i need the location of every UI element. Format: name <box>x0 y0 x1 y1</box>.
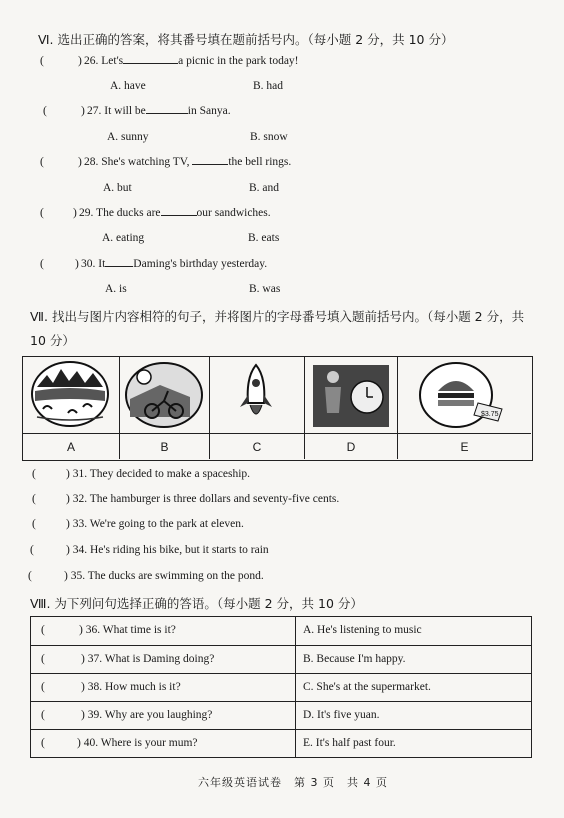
question-text: 38. How much is it? <box>87 681 181 693</box>
section-7-heading-cont: 10 分） <box>30 333 75 348</box>
question-text: 39. Why are you laughing? <box>87 709 213 721</box>
fill-blank <box>146 113 188 114</box>
answer-paren: ( <box>41 737 45 749</box>
answer-a: A. He's listening to music <box>303 624 422 636</box>
question-text: a picnic in the park today! <box>178 55 299 67</box>
question-39: ) 39. Why are you laughing? <box>81 709 213 721</box>
section-8-heading: Ⅷ. 为下列问句选择正确的答语。（每小题 2 分，共 10 分） <box>30 596 363 611</box>
question-38: ) 38. How much is it? <box>81 681 181 693</box>
picture-e <box>398 357 531 433</box>
option-b: B. was <box>249 283 281 295</box>
question-27 <box>87 105 231 117</box>
question-text: 28. She's watching TV, <box>84 156 190 168</box>
sentence-text: 32. The hamburger is three dollars and seventy-five cents. <box>72 493 340 505</box>
table-row <box>31 617 531 645</box>
answer-paren: ( <box>41 709 45 721</box>
section-6-heading: Ⅵ. 选出正确的答案，将其番号填在题前括号内。（每小题 2 分，共 10 分） <box>38 32 454 47</box>
picture-table <box>22 356 533 461</box>
picture-c <box>210 357 305 433</box>
answer-paren-open: ( <box>40 156 44 168</box>
picture-label-b: B <box>120 433 210 459</box>
qa-table <box>30 616 532 758</box>
question-37: ) 37. What is Daming doing? <box>81 653 215 665</box>
question-text: 30. It <box>81 258 106 270</box>
option-b: B. eats <box>248 232 280 244</box>
park-clock-image <box>305 357 396 431</box>
answer-d: D. It's five yuan. <box>303 709 380 721</box>
answer-paren: ( <box>41 624 45 636</box>
picture-label-a: A <box>23 433 120 459</box>
answer-b: B. Because I'm happy. <box>303 653 406 665</box>
question-text: the bell rings. <box>228 156 292 168</box>
question-text: 27. It will be <box>87 105 146 117</box>
answer-paren-close: ) <box>75 258 79 270</box>
answer-paren-open: ( <box>43 105 47 117</box>
fill-blank <box>105 266 133 267</box>
table-row <box>31 645 531 673</box>
option-b: B. snow <box>250 131 288 143</box>
hamburger-image <box>398 357 529 431</box>
fill-blank <box>192 164 228 165</box>
question-29 <box>79 207 271 219</box>
question-text: 26. Let's <box>84 55 124 67</box>
answer-paren-open: ( <box>40 258 44 270</box>
ducks-pond-image <box>23 357 118 431</box>
question-text: in Sanya. <box>187 105 231 117</box>
page-footer: 六年级英语试卷 第 3 页 共 4 页 <box>198 776 388 789</box>
question-text: Daming's birthday yesterday. <box>133 258 268 270</box>
picture-a <box>23 357 120 433</box>
picture-b <box>120 357 210 433</box>
fill-blank <box>123 63 178 64</box>
fill-blank <box>161 215 197 216</box>
option-a: A. have <box>110 80 146 92</box>
option-a: A. sunny <box>107 131 149 143</box>
table-row <box>31 729 531 757</box>
sentence-text: 34. He's riding his bike, but it starts to rain <box>72 544 269 556</box>
question-36: ) 36. What time is it? <box>79 624 176 636</box>
picture-d <box>305 357 398 433</box>
answer-e: E. It's half past four. <box>303 737 396 749</box>
option-a: A. eating <box>102 232 145 244</box>
table-row <box>31 673 531 701</box>
question-40: ) 40. Where is your mum? <box>77 737 198 749</box>
sentence-text: 33. We're going to the park at eleven. <box>72 518 244 530</box>
sentence-text: 35. The ducks are swimming on the pond. <box>70 570 264 582</box>
answer-paren-open: ( <box>40 55 44 67</box>
question-text: 40. Where is your mum? <box>83 737 198 749</box>
question-text: 37. What is Daming doing? <box>87 653 215 665</box>
sentence-31: ) 31. They decided to make a spaceship. <box>66 468 251 480</box>
question-26 <box>84 55 299 67</box>
answer-paren: ( <box>32 493 36 505</box>
answer-paren: ( <box>32 468 36 480</box>
answer-paren-close: ) <box>81 105 85 117</box>
answer-paren-close: ) <box>73 207 77 219</box>
option-a: A. is <box>105 283 127 295</box>
question-text: 36. What time is it? <box>85 624 176 636</box>
answer-c: C. She's at the supermarket. <box>303 681 431 693</box>
question-text: our sandwiches. <box>196 207 271 219</box>
price-tag: $3.75 <box>481 411 499 418</box>
table-row <box>31 701 531 729</box>
answer-paren: ( <box>32 518 36 530</box>
section-7-heading: Ⅶ. 找出与图片内容相符的句子，并将图片的字母番号填入题前括号内。（每小题 2 分，共 <box>30 309 525 324</box>
picture-label-d: D <box>305 433 398 459</box>
question-30 <box>81 258 267 270</box>
question-text: 29. The ducks are <box>79 207 161 219</box>
answer-paren: ( <box>30 544 34 556</box>
answer-paren: ( <box>28 570 32 582</box>
spaceship-image <box>210 357 303 431</box>
answer-paren: ( <box>41 681 45 693</box>
picture-label-c: C <box>210 433 305 459</box>
bike-rain-image <box>120 357 208 431</box>
answer-paren-close: ) <box>78 55 82 67</box>
sentence-text: 31. They decided to make a spaceship. <box>72 468 251 480</box>
answer-paren-close: ) <box>78 156 82 168</box>
sentence-32: ) 32. The hamburger is three dollars and seventy-five cents. <box>66 493 340 505</box>
answer-paren-open: ( <box>40 207 44 219</box>
sentence-33: ) 33. We're going to the park at eleven. <box>66 518 244 530</box>
picture-label-e: E <box>398 433 531 459</box>
option-a: A. but <box>103 182 132 194</box>
sentence-35: ) 35. The ducks are swimming on the pond. <box>64 570 264 582</box>
sentence-34: ) 34. He's riding his bike, but it starts to rain <box>66 544 269 556</box>
option-b: B. and <box>249 182 280 194</box>
answer-paren: ( <box>41 653 45 665</box>
question-28 <box>84 156 291 168</box>
option-b: B. had <box>253 80 284 92</box>
